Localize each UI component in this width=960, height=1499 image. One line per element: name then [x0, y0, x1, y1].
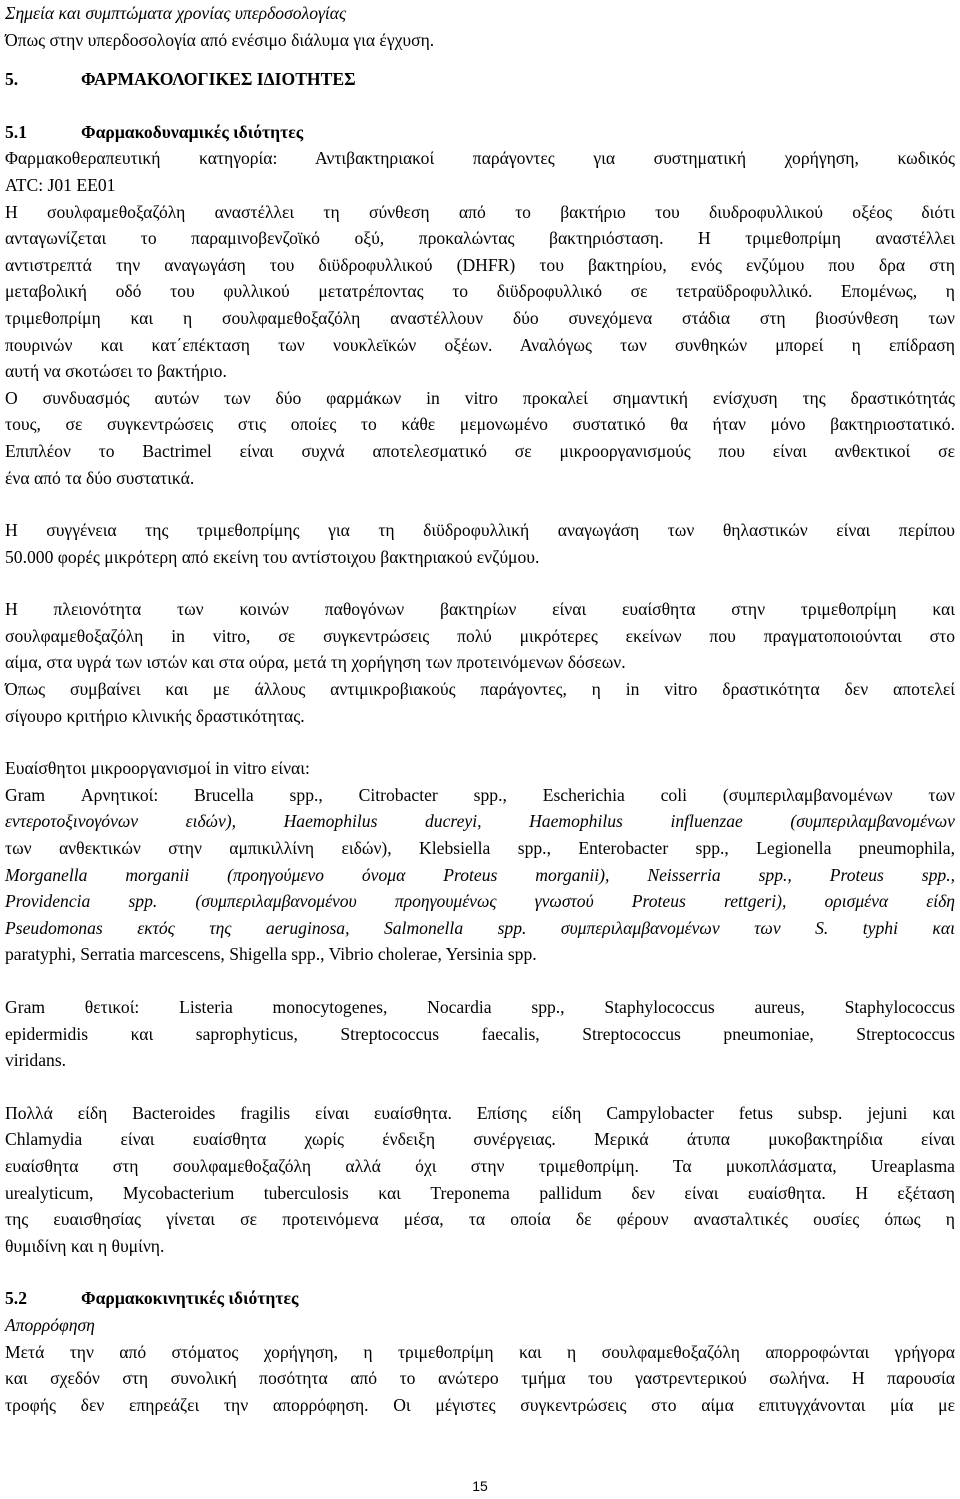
text-line: Επιπλέον το Bactrimel είναι συχνά αποτελεσματικό σε μικροοργανισμούς που είναι ανθεκτικοί σε: [5, 440, 955, 461]
text-line: Chlamydia είναι ευαίσθητα χωρίς ένδειξη συνέργειας. Μερικά άτυπα μυκοβακτηρίδια είναι: [5, 1129, 955, 1150]
absorption-subtitle: Απορρόφηση: [5, 1314, 95, 1335]
text-line: σίγουρο κριτήριο κλινικής δραστικότητας.: [5, 705, 305, 726]
section-5-1-heading: [5, 119, 955, 146]
section-5-1-title: Φαρμακοδυναμικές ιδιότητες: [81, 121, 304, 142]
text-line: Pseudomonas εκτός της aeruginosa, Salmonella spp. συμπεριλαμβανομένων των S. typhi και: [5, 917, 955, 938]
text-line: Η συγγένεια της τριμεθοπρίμης για τη διϋδροφυλλική αναγωγάση των θηλαστικών είναι περίπου: [5, 520, 955, 541]
sensitive-organisms-title: Ευαίσθητοι μικροοργανισμοί in vitro είναι:: [5, 758, 310, 779]
text-line: αίμα, στα υγρά των ιστών και στα ούρα, μετά τη χορήγηση των προτεινόμενων δόσεων.: [5, 652, 626, 673]
section-5-number: 5.: [5, 69, 19, 90]
text-line: 50.000 φορές μικρότερη από εκείνη του αντίστοιχου βακτηριακού ενζύμου.: [5, 546, 540, 567]
text-line: αντιστρεπτά την αναγωγάση του διϋδροφυλλικού (DHFR) του βακτηρίου, ενός ενζύμου που δρα στη: [5, 254, 955, 275]
header-line-2: Όπως στην υπερδοσολογία από ενέσιμο διάλυμα για έγχυση.: [5, 29, 435, 50]
page-number: 15: [472, 1478, 488, 1494]
section-5-1-number: 5.1: [5, 121, 27, 142]
section-5-heading: [5, 66, 955, 93]
text-line: ανταγωνίζεται το παραμινοβενζοϊκό οξύ, προκαλώντας βακτηριόσταση. Η τριμεθοπρίμη αναστέλλει: [5, 228, 955, 249]
section-5-title: ΦΑΡΜΑΚΟΛΟΓΙΚΕΣ ΙΔΙΟΤΗΤΕΣ: [81, 69, 356, 90]
text-line: και σχεδόν στη συνολική ποσότητα από το ανώτερο τμήμα του γαστρεντερικού σωλήνα. Η παρουσία: [5, 1368, 955, 1389]
text-line: Φαρμακοθεραπευτική κατηγορία: Αντιβακτηριακοί παράγοντες για συστηματική χορήγηση, κωδικός: [5, 148, 955, 169]
text-line: της ευαισθησίας γίνεται σε προτεινόμενα μέσα, τα οποία δε φέρουν αναστaλτικές ουσίες όπως η: [5, 1209, 955, 1230]
section-5-2-title: Φαρμακοκινητικές ιδιότητες: [81, 1288, 299, 1309]
text-line: σουλφαμεθοξαζόλη in vitro, σε συγκεντρώσεις πολύ μικρότερες εκείνων που πραγματοποιούνται στο: [5, 625, 955, 646]
text-line: των ανθεκτικών στην αμπικιλλίνη ειδών), Klebsiella spp., Enterobacter spp., Legionella pneumophila,: [5, 838, 955, 859]
text-line: Gram Αρνητικοί: Brucella spp., Citrobacter spp., Escherichia coli (συμπεριλαμβανομένων των: [5, 784, 955, 805]
text-line: αυτή να σκοτώσει το βακτήριο.: [5, 361, 227, 382]
text-line: τροφής δεν επηρεάζει την απορρόφηση. Οι μέγιστες συγκεντρώσεις στο αίμα επιτυγχάνονται μία με: [5, 1394, 955, 1415]
text-line: Η πλειονότητα των κοινών παθογόνων βακτηρίων είναι ευαίσθητα στην τριμεθοπρίμη και: [5, 599, 955, 620]
text-line: τριμεθοπρίμη και η σουλφαμεθοξαζόλη αναστέλλουν δύο συνεχόμενα στάδια στη βιοσύνθεση των: [5, 307, 955, 328]
text-line: εντεροτοξινογόνων ειδών), Haemophilus ducreyi, Haemophilus influenzae (συμπεριλαμβανομένων: [5, 811, 955, 832]
text-line: Providencia spp. (συμπεριλαμβανομένου προηγουμένως γνωστού Proteus rettgeri), ορισμένα είδη: [5, 891, 955, 912]
text-line: epidermidis και saprophyticus, Streptococcus faecalis, Streptococcus pneumoniae, Streptococcus: [5, 1023, 955, 1044]
text-line: πουρινών και κατ΄επέκταση των νουκλεϊκών οξέων. Αναλόγως των συνθηκών μπορεί η επίδραση: [5, 334, 955, 355]
text-line: Morganella morganii (προηγούμενο όνομα Proteus morganii), Neisserria spp., Proteus spp.,: [5, 864, 955, 885]
text-line: Μετά την από στόματος χορήγηση, η τριμεθοπρίμη και η σουλφαμεθοξαζόλη απορροφώνται γρήγορα: [5, 1341, 955, 1362]
text-line: ATC: J01 EE01: [5, 174, 116, 195]
section-5-2-heading: [5, 1285, 955, 1312]
header-line-1: Σημεία και συμπτώματα χρονίας υπερδοσολογίας: [5, 3, 347, 23]
pharmacodynamics-paragraph: [5, 145, 955, 491]
text-line: τους, σε συγκεντρώσεις στις οποίες το κάθε μεμονωμένο συστατικό θα ήταν μόνο βακτηριοστατικό.: [5, 414, 955, 435]
pathogens-paragraph: [5, 596, 955, 729]
text-line: θυμιδίνη και η θυμίνη.: [5, 1235, 165, 1256]
section-5-2-number: 5.2: [5, 1288, 27, 1309]
gram-positive-paragraph: [5, 994, 955, 1074]
text-line: viridans.: [5, 1050, 67, 1071]
text-line: urealyticum, Mycobacterium tuberculosis και Treponema pallidum δεν είναι ευαίσθητα. Η εξέταση: [5, 1182, 955, 1203]
text-line: Όπως συμβαίνει και με άλλους αντιμικροβιακούς παράγοντες, η in vitro δραστικότητα δεν αποτελεί: [5, 679, 955, 700]
text-line: μεταβολική οδό του φυλλικού μετατρέποντας το διϋδροφυλλικό σε τετραϋδροφυλλικό. Επομένως, η: [5, 281, 955, 302]
absorption-paragraph: [5, 1339, 955, 1419]
text-line: Πολλά είδη Bacteroides fragilis είναι ευαίσθητα. Επίσης είδη Campylobacter fetus subsp. jejuni και: [5, 1102, 955, 1123]
affinity-paragraph: [5, 517, 955, 570]
text-line: Η σουλφαμεθοξαζόλη αναστέλλει τη σύνθεση από το βακτήριο του διυδροφυλλικού οξέος διότι: [5, 201, 955, 222]
text-line: Ο συνδυασμός αυτών των δύο φαρμάκων in vitro προκαλεί σημαντική ενίσχυση της δραστικότητάς: [5, 387, 955, 408]
text-line: paratyphi, Serratia marcescens, Shigella spp., Vibrio cholerae, Yersinia spp.: [5, 944, 537, 965]
text-line: ένα από τα δύο συστατικά.: [5, 467, 195, 488]
bacteroides-paragraph: [5, 1100, 955, 1260]
text-line: Gram θετικοί: Listeria monocytogenes, Nocardia spp., Staphylococcus aureus, Staphylococcus: [5, 997, 955, 1017]
gram-negative-paragraph: [5, 782, 955, 968]
text-line: ευαίσθητα στη σουλφαμεθοξαζόλη αλλά όχι στην τριμεθοπρίμη. Τα μυκοπλάσματα, Ureaplasma: [5, 1155, 955, 1176]
